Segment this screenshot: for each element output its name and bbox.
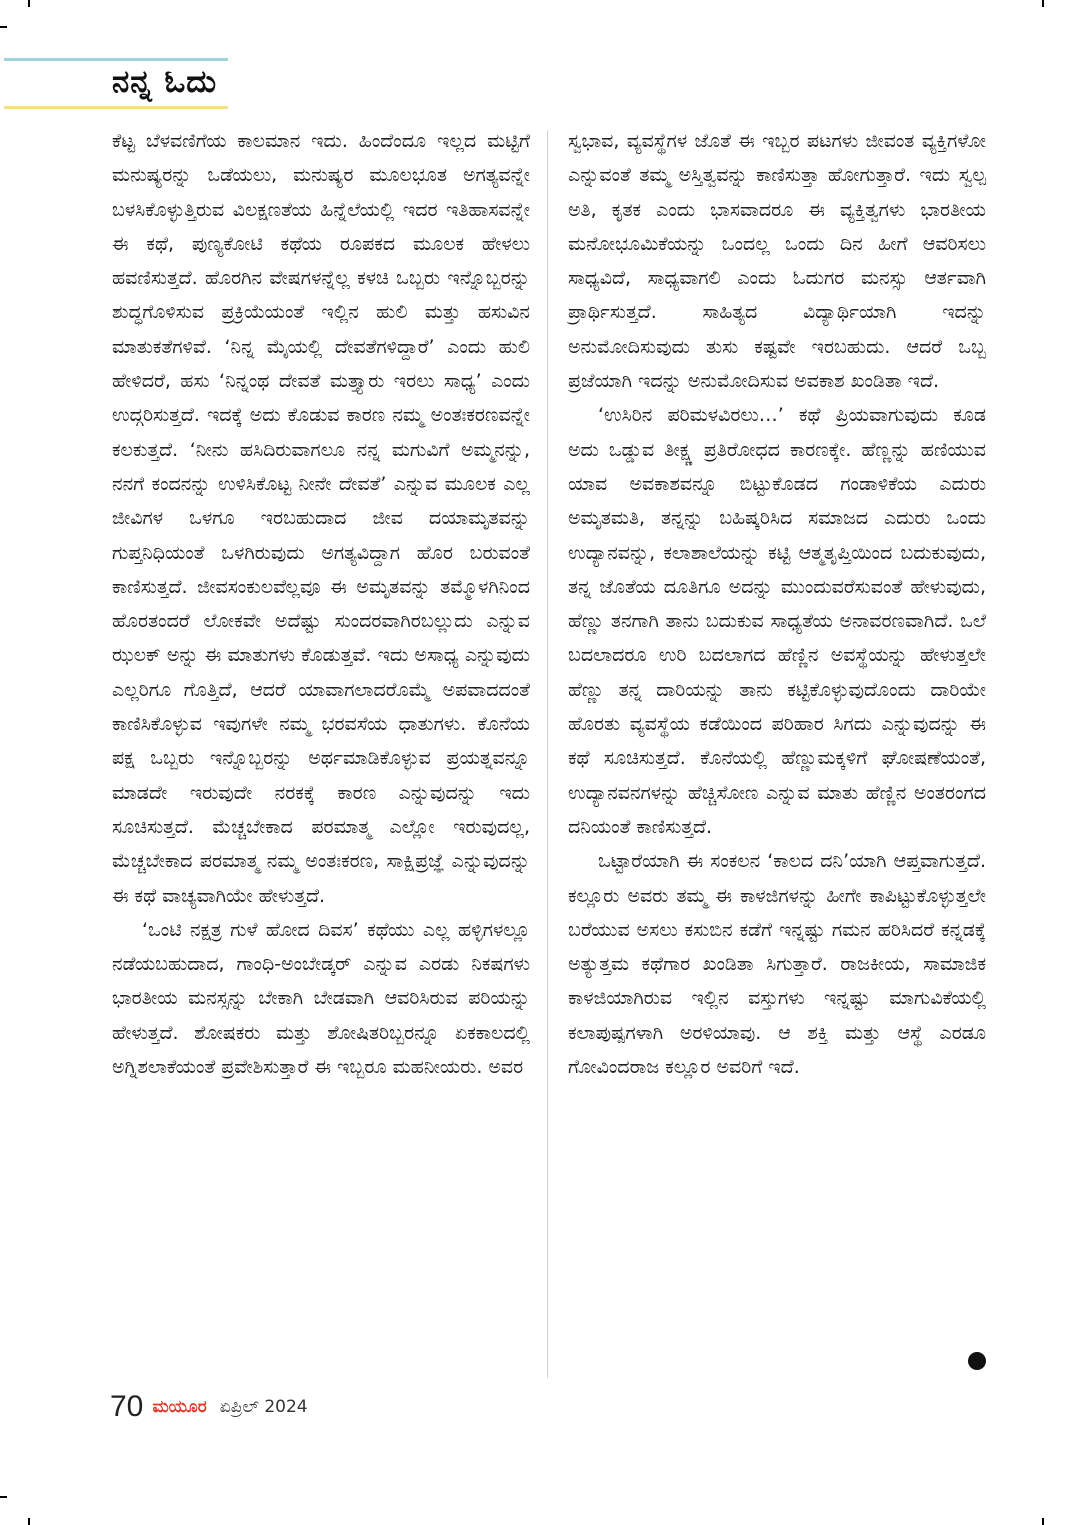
issue-date: ಏಪ್ರಿಲ್ 2024 xyxy=(219,1397,308,1417)
crop-mark xyxy=(0,1496,7,1498)
left-column xyxy=(112,124,530,1084)
header-top-rule xyxy=(4,58,228,61)
crop-mark xyxy=(1042,1518,1044,1525)
right-column xyxy=(568,124,986,1084)
crop-mark xyxy=(0,26,7,28)
end-mark-icon xyxy=(968,1352,986,1370)
paragraph: ಸ್ವಭಾವ, ವ್ಯವಸ್ಥೆಗಳ ಜೊತೆ ಈ ಇಬ್ಬರ ಪಟಗಳು ಜೀವಂತ ವ್ಯಕ್ತಿಗಳೋ ಎನ್ನುವಂತೆ ತಮ್ಮ ಅಸ್ತಿತ್ವವನ್ನು ಕಾಣಿಸುತ್ತಾ ಹೋಗುತ್ತಾರೆ. ಇದು ಸ್ವಲ್ಪ ಅತಿ, ಕೃತಕ ಎಂದು ಭಾಸವಾದರೂ ಈ ವ್ಯಕ್ತಿತ್ವಗಳು ಭಾರತೀಯ ಮನೋಭೂಮಿಕೆಯನ್ನು ಒಂದಲ್ಲ ಒಂದು ದಿನ ಹೀಗೆ ಆವರಿಸಲು ಸಾಧ್ಯವಿದೆ, ಸಾಧ್ಯವಾಗಲಿ ಎಂದು ಓದುಗರ ಮನಸ್ಸು ಆರ್ತವಾಗಿ ಪ್ರಾರ್ಥಿಸುತ್ತದೆ. ಸಾಹಿತ್ಯದ ವಿದ್ಯಾರ್ಥಿಯಾಗಿ ಇದನ್ನು ಅನುಮೋದಿಸುವುದು ತುಸು ಕಷ್ಟವೇ ಇರಬಹುದು. ಆದರೆ ಒಬ್ಬ ಪ್ರಜೆಯಾಗಿ ಇದನ್ನು ಅನುಮೋದಿಸುವ ಅವಕಾಶ ಖಂಡಿತಾ ಇದೆ. xyxy=(568,130,986,393)
crop-mark xyxy=(28,1518,30,1525)
page-footer xyxy=(110,1390,308,1430)
paragraph: ‘ಉಸಿರಿನ ಪರಿಮಳವಿರಲು…’ ಕಥೆ ಪ್ರಿಯವಾಗುವುದು ಕೂಡ ಅದು ಒಡ್ಡುವ ತೀಕ್ಷ್ಣ ಪ್ರತಿರೋಧದ ಕಾರಣಕ್ಕೇ. ಹೆಣ್ಣನ್ನು ಹಣಿಯುವ ಯಾವ ಅವಕಾಶವನ್ನೂ ಬಿಟ್ಟುಕೊಡದ ಗಂಡಾಳಿಕೆಯ ಎದುರು ಅಮೃತಮತಿ, ತನ್ನನ್ನು ಬಹಿಷ್ಕರಿಸಿದ ಸಮಾಜದ ಎದುರು ಒಂದು ಉದ್ಯಾನವನ್ನು, ಕಲಾಶಾಲೆಯನ್ನು ಕಟ್ಟಿ ಆತ್ಮತೃಪ್ತಿಯಿಂದ ಬದುಕುವುದು, ತನ್ನ ಜೊತೆಯ ದೂತಿಗೂ ಅದನ್ನು ಮುಂದುವರೆಸುವಂತೆ ಹೇಳುವುದು, ಹೆಣ್ಣು ತನಗಾಗಿ ತಾನು ಬದುಕುವ ಸಾಧ್ಯತೆಯ ಅನಾವರಣವಾಗಿದೆ. ಒಲೆ ಬದಲಾದರೂ ಉರಿ ಬದಲಾಗದ ಹೆಣ್ಣಿನ ಅವಸ್ಥೆಯನ್ನು ಹೇಳುತ್ತಲೇ ಹೆಣ್ಣು ತನ್ನ ದಾರಿಯನ್ನು ತಾನು ಕಟ್ಟಿಕೊಳ್ಳುವುದೊಂದು ದಾರಿಯೇ ಹೊರತು ವ್ಯವಸ್ಥೆಯ ಕಡೆಯಿಂದ ಪರಿಹಾರ ಸಿಗದು ಎನ್ನುವುದನ್ನು ಈ ಕಥೆ ಸೂಚಿಸುತ್ತದೆ. ಕೊನೆಯಲ್ಲಿ ಹೆಣ್ಣುಮಕ್ಕಳಿಗೆ ಘೋಷಣೆಯಂತೆ, ಉದ್ಯಾನವನಗಳನ್ನು ಹೆಚ್ಚಿಸೋಣ ಎನ್ನುವ ಮಾತು ಹೆಣ್ಣಿನ ಅಂತರಂಗದ ದನಿಯಂತೆ ಕಾಣಿಸುತ್ತದೆ. xyxy=(568,404,986,838)
paragraph: ಒಟ್ಟಾರೆಯಾಗಿ ಈ ಸಂಕಲನ ‘ಕಾಲದ ದನಿ’ಯಾಗಿ ಆಪ್ತವಾಗುತ್ತದೆ. ಕಲ್ಲೂರು ಅವರು ತಮ್ಮ ಈ ಕಾಳಜಿಗಳನ್ನು ಹೀಗೇ ಕಾಪಿಟ್ಟುಕೊಳ್ಳುತ್ತಲೇ ಬರೆಯುವ ಅಸಲು ಕಸುಬಿನ ಕಡೆಗೆ ಇನ್ನಷ್ಟು ಗಮನ ಹರಿಸಿದರೆ ಕನ್ನಡಕ್ಕೆ ಅತ್ಯುತ್ತಮ ಕಥೆಗಾರ ಖಂಡಿತಾ ಸಿಗುತ್ತಾರೆ. ರಾಜಕೀಯ, ಸಾಮಾಜಿಕ ಕಾಳಜಿಯಾಗಿರುವ ಇಲ್ಲಿನ ವಸ್ತುಗಳು ಇನ್ನಷ್ಟು ಮಾಗುವಿಕೆಯಲ್ಲಿ ಕಲಾಪುಷ್ಪಗಳಾಗಿ ಅರಳಿಯಾವು. ಆ ಶಕ್ತಿ ಮತ್ತು ಆಸ್ಥೆ ಎರಡೂ ಗೋವಿಂದರಾಜ ಕಲ್ಲೂರ ಅವರಿಗೆ ಇದೆ. xyxy=(568,850,986,1079)
paragraph: ಕೆಟ್ಟ ಬೆಳವಣಿಗೆಯ ಕಾಲಮಾನ ಇದು. ಹಿಂದೆಂದೂ ಇಲ್ಲದ ಮಟ್ಟಿಗೆ ಮನುಷ್ಯರನ್ನು ಒಡೆಯಲು, ಮನುಷ್ಯರ ಮೂಲಭೂತ ಅಗತ್ಯವನ್ನೇ ಬಳಸಿಕೊಳ್ಳುತ್ತಿರುವ ವಿಲಕ್ಷಣತೆಯ ಹಿನ್ನೆಲೆಯಲ್ಲಿ ಇದರ ಇತಿಹಾಸವನ್ನೇ ಈ ಕಥೆ, ಪುಣ್ಯಕೋಟಿ ಕಥೆಯ ರೂಪಕದ ಮೂಲಕ ಹೇಳಲು ಹವಣಿಸುತ್ತದೆ. ಹೊರಗಿನ ವೇಷಗಳನ್ನೆಲ್ಲ ಕಳಚಿ ಒಬ್ಬರು ಇನ್ನೊಬ್ಬರನ್ನು ಶುದ್ಧಗೊಳಿಸುವ ಪ್ರಕ್ರಿಯೆಯಂತೆ ಇಲ್ಲಿನ ಹುಲಿ ಮತ್ತು ಹಸುವಿನ ಮಾತುಕತೆಗಳಿವೆ. ‘ನಿನ್ನ ಮೈಯಲ್ಲಿ ದೇವತೆಗಳಿದ್ದಾರೆ’ ಎಂದು ಹುಲಿ ಹೇಳಿದರೆ, ಹಸು ‘ನಿನ್ನಂಥ ದೇವತೆ ಮತ್ತ್ಯಾರು ಇರಲು ಸಾಧ್ಯ’ ಎಂದು ಉದ್ಗರಿಸುತ್ತದೆ. ಇದಕ್ಕೆ ಅದು ಕೊಡುವ ಕಾರಣ ನಮ್ಮ ಅಂತಃಕರಣವನ್ನೇ ಕಲಕುತ್ತದೆ. ‘ನೀನು ಹಸಿದಿರುವಾಗಲೂ ನನ್ನ ಮಗುವಿಗೆ ಅಮ್ಮನನ್ನು, ನನಗೆ ಕಂದನನ್ನು ಉಳಿಸಿಕೊಟ್ಟ ನೀನೇ ದೇವತೆ’ ಎನ್ನುವ ಮೂಲಕ ಎಲ್ಲ ಜೀವಿಗಳ ಒಳಗೂ ಇರಬಹುದಾದ ಜೀವ ದಯಾಮೃತವನ್ನು ಗುಪ್ತನಿಧಿಯಂತೆ ಒಳಗಿರುವುದು ಅಗತ್ಯವಿದ್ದಾಗ ಹೊರ ಬರುವಂತೆ ಕಾಣಿಸುತ್ತದೆ. ಜೀವಸಂಕುಲವೆಲ್ಲವೂ ಈ ಅಮೃತವನ್ನು ತಮ್ಮೊಳಗಿನಿಂದ ಹೊರತಂದರೆ ಲೋಕವೇ ಅದೆಷ್ಟು ಸುಂದರವಾಗಿರಬಲ್ಲುದು ಎನ್ನುವ ಝಲಕ್ ಅನ್ನು ಈ ಮಾತುಗಳು ಕೊಡುತ್ತವೆ. ಇದು ಅಸಾಧ್ಯ ಎನ್ನುವುದು ಎಲ್ಲರಿಗೂ ಗೊತ್ತಿದೆ, ಆದರೆ ಯಾವಾಗಲಾದರೊಮ್ಮೆ ಅಪವಾದದಂತೆ ಕಾಣಿಸಿಕೊಳ್ಳುವ ಇವುಗಳೇ ನಮ್ಮ ಭರವಸೆಯ ಧಾತುಗಳು. ಕೊನೆಯ ಪಕ್ಷ ಒಬ್ಬರು ಇನ್ನೊಬ್ಬರನ್ನು ಅರ್ಥಮಾಡಿಕೊಳ್ಳುವ ಪ್ರಯತ್ನವನ್ನೂ ಮಾಡದೇ ಇರುವುದೇ ನರಕಕ್ಕೆ ಕಾರಣ ಎನ್ನುವುದನ್ನು ಇದು ಸೂಚಿಸುತ್ತದೆ. ಮೆಚ್ಚಬೇಕಾದ ಪರಮಾತ್ಮ ಎಲ್ಲೋ ಇರುವುದಲ್ಲ, ಮೆಚ್ಚಬೇಕಾದ ಪರಮಾತ್ಮ ನಮ್ಮ ಅಂತಃಕರಣ, ಸಾಕ್ಷಿಪ್ರಜ್ಞೆ ಎನ್ನುವುದನ್ನು ಈ ಕಥೆ ವಾಚ್ಯವಾಗಿಯೇ ಹೇಳುತ್ತದೆ. xyxy=(112,130,530,907)
crop-mark xyxy=(28,0,30,7)
column-divider xyxy=(547,130,548,1378)
section-title: ನನ್ನ ಓದು xyxy=(112,64,218,100)
page-number: 70 xyxy=(110,1390,144,1423)
magazine-logo: ಮಯೂರ xyxy=(152,1397,207,1417)
header-bottom-rule xyxy=(4,106,228,109)
section-header xyxy=(0,58,228,110)
paragraph: ‘ಒಂಟಿ ನಕ್ಷತ್ರ ಗುಳೆ ಹೋದ ದಿವಸ’ ಕಥೆಯು ಎಲ್ಲ ಹಳ್ಳಿಗಳಲ್ಲೂ ನಡೆಯಬಹುದಾದ, ಗಾಂಧಿ-ಅಂಬೇಡ್ಕರ್ ಎನ್ನುವ ಎರಡು ನಿಕಷಗಳು ಭಾರತೀಯ ಮನಸ್ಸನ್ನು ಬೇಕಾಗಿ ಬೇಡವಾಗಿ ಆವರಿಸಿರುವ ಪರಿಯನ್ನು ಹೇಳುತ್ತದೆ. ಶೋಷಕರು ಮತ್ತು ಶೋಷಿತರಿಬ್ಬರನ್ನೂ ಏಕಕಾಲದಲ್ಲಿ ಅಗ್ನಿಶಲಾಕೆಯಂತೆ ಪ್ರವೇಶಿಸುತ್ತಾರೆ ಈ ಇಬ್ಬರೂ ಮಹನೀಯರು. ಅವರ xyxy=(112,918,530,1079)
crop-mark xyxy=(1042,0,1044,7)
